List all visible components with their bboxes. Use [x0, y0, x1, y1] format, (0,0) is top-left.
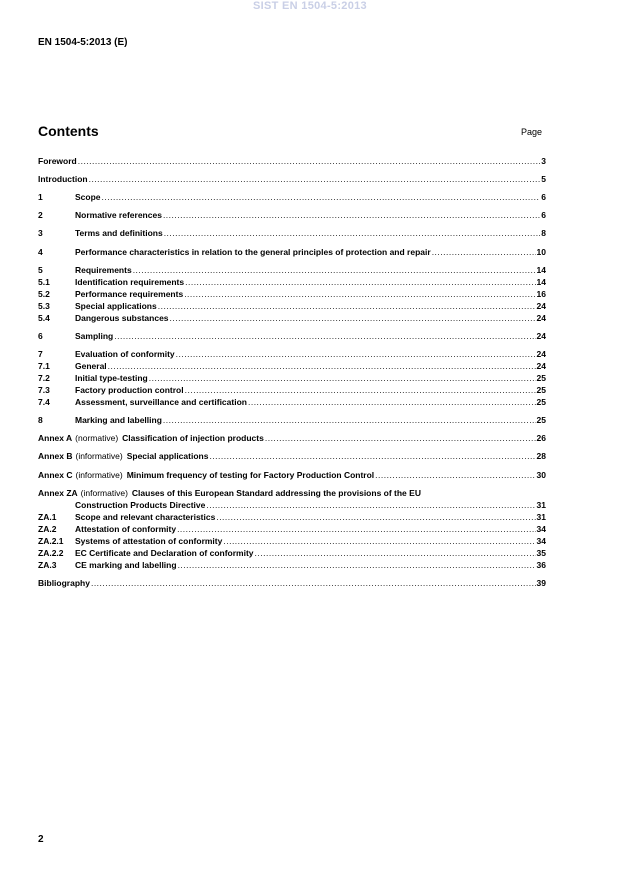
toc-leader	[265, 432, 536, 444]
toc-entry-annex-b[interactable]	[38, 450, 546, 462]
toc-page: 25	[536, 385, 546, 395]
toc-number: 4	[38, 247, 43, 257]
toc-entry-7-2[interactable]	[38, 372, 546, 384]
toc-page: 16	[536, 289, 546, 299]
toc-title: Classification of injection products	[122, 433, 264, 443]
toc-page: 24	[536, 361, 546, 371]
toc-leader	[432, 246, 536, 258]
toc-leader	[89, 173, 541, 185]
toc-entry-za-2[interactable]	[38, 523, 546, 535]
toc-number: 7.1	[38, 361, 50, 371]
toc-entry-annex-c[interactable]	[38, 469, 546, 481]
toc-page: 24	[536, 349, 546, 359]
toc-page: 25	[536, 397, 546, 407]
toc-page: 24	[536, 331, 546, 341]
toc-leader	[184, 288, 535, 300]
toc-page: 31	[536, 500, 546, 510]
toc-title: Bibliography	[38, 578, 90, 588]
toc-leader	[102, 191, 541, 203]
toc-entry-annex-za-continued[interactable]	[38, 499, 546, 511]
toc-number: 1	[38, 192, 43, 202]
toc-annex-type: (normative)	[75, 433, 119, 443]
toc-page: 34	[536, 524, 546, 534]
toc-entry-7-4[interactable]	[38, 396, 546, 408]
toc-leader	[255, 547, 536, 559]
toc-title: Initial type-testing	[75, 373, 148, 383]
toc-title: Minimum frequency of testing for Factory Production Control	[126, 470, 375, 480]
toc-page: 25	[536, 373, 546, 383]
toc-title: EC Certificate and Declaration of conformity	[75, 548, 254, 558]
watermark: SIST EN 1504-5:2013	[253, 0, 367, 12]
toc-number: 5.4	[38, 313, 50, 323]
toc-leader	[209, 450, 535, 462]
toc-entry-8[interactable]	[38, 414, 546, 426]
toc-number: 3	[38, 228, 43, 238]
toc-title: Terms and definitions	[75, 228, 163, 238]
toc-title: Dangerous substances	[75, 313, 169, 323]
toc-page: 34	[536, 536, 546, 546]
toc-page: 30	[536, 470, 546, 480]
toc-entry-3[interactable]	[38, 227, 546, 239]
toc-title: General	[75, 361, 107, 371]
toc-entry-annex-a[interactable]	[38, 432, 546, 444]
toc-number: 7	[38, 349, 43, 359]
toc-entry-za-2-2[interactable]	[38, 547, 546, 559]
toc-number: ZA.3	[38, 560, 57, 570]
toc-leader	[78, 155, 541, 167]
toc-number: ZA.1	[38, 512, 57, 522]
toc-leader	[206, 499, 535, 511]
toc-page: 26	[536, 433, 546, 443]
toc-title: Identification requirements	[75, 277, 185, 287]
toc-title: Normative references	[75, 210, 162, 220]
toc-page: 36	[536, 560, 546, 570]
page-number: 2	[38, 834, 44, 845]
toc-entry-5-4[interactable]	[38, 312, 546, 324]
toc-page: 8	[541, 228, 546, 238]
toc-title: Marking and labelling	[75, 415, 162, 425]
toc-page: 6	[541, 192, 546, 202]
toc-title: Clauses of this European Standard addressing the provisions of the EU	[131, 488, 421, 498]
toc-leader	[185, 384, 536, 396]
toc-title: Special applications	[126, 451, 209, 461]
toc-leader	[216, 511, 535, 523]
toc-page: 24	[536, 301, 546, 311]
toc-title: Attestation of conformity	[75, 524, 177, 534]
toc-entry-bibliography[interactable]	[38, 577, 546, 589]
toc-title-continued: Construction Products Directive	[75, 500, 206, 510]
toc-number: 5	[38, 265, 43, 275]
toc-title: Scope	[75, 192, 101, 202]
toc-page: 24	[536, 313, 546, 323]
toc-entry-za-3[interactable]	[38, 559, 546, 571]
toc-annex-type: (informative)	[75, 470, 123, 480]
toc-number: 5.3	[38, 301, 50, 311]
toc-page: 3	[541, 156, 546, 166]
toc-number: 7.4	[38, 397, 50, 407]
toc-title: Systems of attestation of conformity	[75, 536, 223, 546]
toc-annex-label: Annex ZA	[38, 488, 78, 498]
toc-title: Evaluation of conformity	[75, 349, 175, 359]
toc-number: 7.3	[38, 385, 50, 395]
toc-annex-label: Annex A	[38, 433, 73, 443]
toc-number: 8	[38, 415, 43, 425]
toc-title: Performance characteristics in relation to the general principles of protection and repair	[75, 247, 431, 257]
toc-title: Factory production control	[75, 385, 184, 395]
toc-entry-5-3[interactable]	[38, 300, 546, 312]
toc-leader	[185, 276, 535, 288]
toc-title: Sampling	[75, 331, 114, 341]
toc-entry-foreword[interactable]	[38, 155, 546, 167]
page-column-label: Page	[521, 127, 543, 137]
toc-title: Scope and relevant characteristics	[75, 512, 216, 522]
toc-page: 5	[541, 174, 546, 184]
toc-leader	[176, 348, 536, 360]
toc-annex-type: (informative)	[75, 451, 123, 461]
toc-entry-7-3[interactable]	[38, 384, 546, 396]
toc-leader	[375, 469, 535, 481]
toc-leader	[178, 559, 536, 571]
toc-leader	[163, 414, 536, 426]
toc-leader	[164, 227, 541, 239]
toc-leader	[163, 209, 540, 221]
toc-entry-za-2-1[interactable]	[38, 535, 546, 547]
toc-annex-type: (informative)	[80, 488, 128, 498]
toc-number: 5.1	[38, 277, 50, 287]
toc-number: 5.2	[38, 289, 50, 299]
toc-title: Requirements	[75, 265, 132, 275]
toc-title: CE marking and labelling	[75, 560, 177, 570]
toc-page: 14	[536, 277, 546, 287]
toc-entry-5-2[interactable]	[38, 288, 546, 300]
toc-leader	[149, 372, 536, 384]
toc-entry-7[interactable]	[38, 348, 546, 360]
toc-entry-annex-za[interactable]	[38, 487, 546, 499]
toc-number: ZA.2.2	[38, 548, 64, 558]
toc-entry-7-1[interactable]	[38, 360, 546, 372]
toc-entry-4[interactable]	[38, 246, 546, 258]
toc-number: ZA.2	[38, 524, 57, 534]
contents-heading: Contents	[38, 123, 99, 139]
toc-page: 25	[536, 415, 546, 425]
toc-title: Assessment, surveillance and certification	[75, 397, 247, 407]
toc-leader	[177, 523, 535, 535]
toc-leader	[108, 360, 536, 372]
toc-entry-2[interactable]	[38, 209, 546, 221]
toc-entry-introduction[interactable]	[38, 173, 546, 185]
toc-entry-1[interactable]	[38, 191, 546, 203]
toc-page: 28	[536, 451, 546, 461]
toc-leader	[170, 312, 536, 324]
toc-title: Performance requirements	[75, 289, 184, 299]
toc-page: 35	[536, 548, 546, 558]
toc-leader	[114, 330, 535, 342]
toc-annex-label: Annex C	[38, 470, 73, 480]
toc-leader	[133, 264, 536, 276]
toc-leader	[158, 300, 536, 312]
toc-leader	[248, 396, 536, 408]
toc-page: 39	[536, 578, 546, 588]
toc-number: 7.2	[38, 373, 50, 383]
toc-entry-6[interactable]	[38, 330, 546, 342]
toc-page: 31	[536, 512, 546, 522]
toc-entry-5[interactable]	[38, 264, 546, 276]
toc-title: Foreword	[38, 156, 77, 166]
toc-entry-5-1[interactable]	[38, 276, 546, 288]
toc-page: 10	[536, 247, 546, 257]
toc-leader	[223, 535, 535, 547]
toc-number: 6	[38, 331, 43, 341]
toc-entry-za-1[interactable]	[38, 511, 546, 523]
toc-title: Introduction	[38, 174, 88, 184]
toc-leader	[91, 577, 536, 589]
document-id: EN 1504-5:2013 (E)	[38, 37, 128, 48]
toc-page: 14	[536, 265, 546, 275]
toc-annex-label: Annex B	[38, 451, 73, 461]
toc-number: 2	[38, 210, 43, 220]
toc-number: ZA.2.1	[38, 536, 64, 546]
toc-page: 6	[541, 210, 546, 220]
toc-title: Special applications	[75, 301, 157, 311]
